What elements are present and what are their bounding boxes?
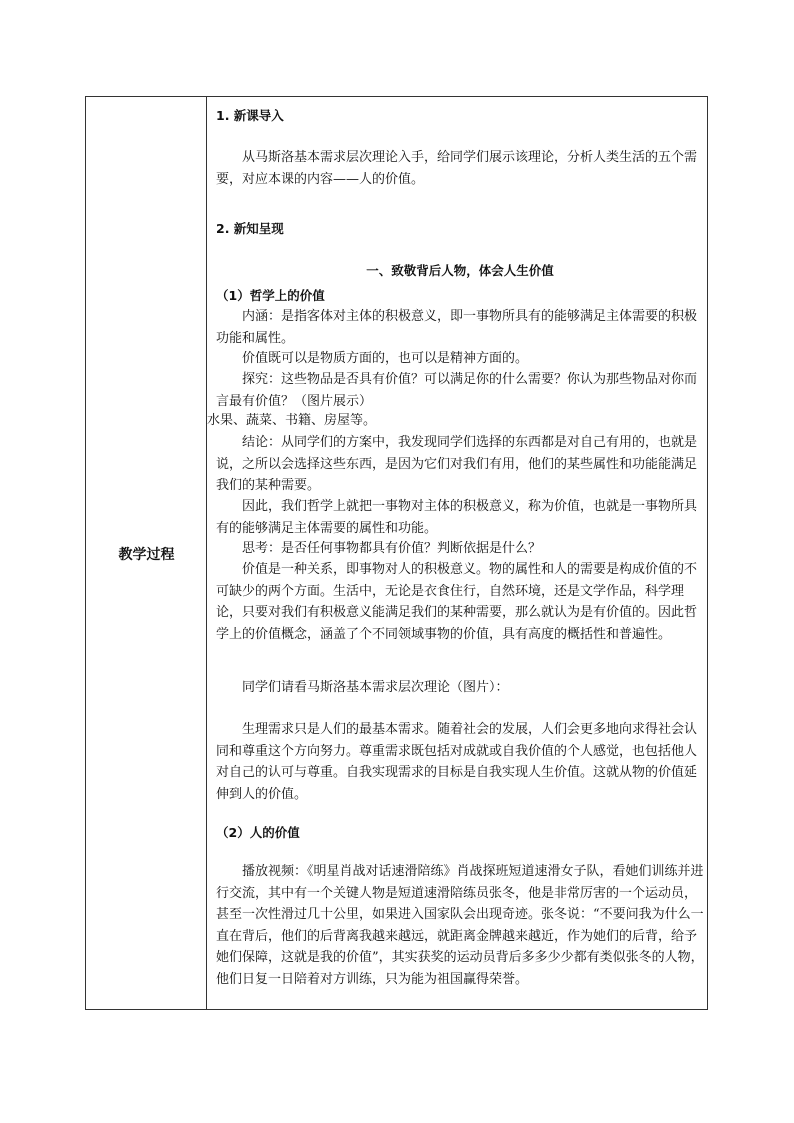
paragraph-explore: 探究：这些物品是否具有价值？可以满足你的什么需要？你认为那些物品对你而言最有价值？（图片展示）	[216, 372, 698, 409]
subheading-philosophy-value: （1）哲学上的价值	[216, 288, 325, 303]
label-cell	[86, 97, 207, 1009]
paragraph-think: 思考：是否任何事物都具有价值？判断依据是什么？	[242, 541, 542, 556]
section-label: 教学过程	[118, 547, 175, 563]
intro-paragraph: 从马斯洛基本需求层次理论入手，给同学们展示该理论，分析人类生活的五个需要，对应本课的内容——人的价值。	[216, 150, 698, 187]
paragraph-video: 播放视频：《明星肖战对话速滑陪练》肖战探班短道速滑女子队，看她们训练并进行交流，其中有一个关键人物是短道速滑陪练员张冬，他是非常厉害的一个运动员，甚至一次性滑过几十公里，如果进入国家队会出现奇迹。张冬说：“不要问我为什么一直在背后，他们的后背离我越来越远，就距离金牌越来越近，作为她们的后背，给予她们保障，这就是我的价值”，其实获奖的运动员背后多多少少都有类似张冬的人物，他们日复一日陪着对方训练，只为能为祖国赢得荣誉。	[216, 864, 704, 987]
paragraph-maslow: 同学们请看马斯洛基本需求层次理论（图片）：	[242, 680, 509, 695]
paragraph-definition: 内涵：是指客体对主体的积极意义，即一事物所具有的能够满足主体需要的积极功能和属性。	[216, 309, 698, 346]
paragraph-relationship: 价值是一种关系，即事物对人的积极意义。物的属性和人的需要是构成价值的不可缺少的两个方面。生活中，无论是衣食住行，自然环境，还是文学作品，科学理论，只要对我们有积极意义能满足我们的某种需要，那么就认为是有价值的。因此哲学上的价值概念，涵盖了个不同领域事物的价值，具有高度的概括性和普遍性。	[216, 562, 698, 642]
heading-new-knowledge: 2. 新知呈现	[216, 221, 284, 236]
paragraph-value-types: 价值既可以是物质方面的，也可以是精神方面的。	[242, 351, 529, 366]
paragraph-conclusion: 结论：从同学们的方案中，我发现同学们选择的东西都是对自己有用的，也就是说，之所以会选择这些东西，是因为它们对我们有用，他们的某些属性和功能能满足我们的某种需要。	[216, 435, 698, 493]
lesson-table	[85, 96, 708, 1010]
section-title: 一、致敬背后人物，体会人生价值	[366, 263, 554, 278]
paragraph-items: 水果、蔬菜、书籍、房屋等。	[207, 413, 377, 428]
heading-intro: 1. 新课导入	[216, 108, 284, 123]
paragraph-physiological-needs: 生理需求只是人们的最基本需求。随着社会的发展，人们会更多地向求得社会认同和尊重这个方向努力。尊重需求既包括对成就或自我价值的个人感觉，也包括他人对自己的认可与尊重。自我实现需求的目标是自我实现人生价值。这就从物的价值延伸到人的价值。	[216, 722, 698, 802]
subheading-human-value: （2）人的价值	[216, 825, 300, 840]
paragraph-therefore: 因此，我们哲学上就把一事物对主体的积极意义，称为价值，也就是一事物所具有的能够满足主体需要的属性和功能。	[216, 499, 698, 536]
